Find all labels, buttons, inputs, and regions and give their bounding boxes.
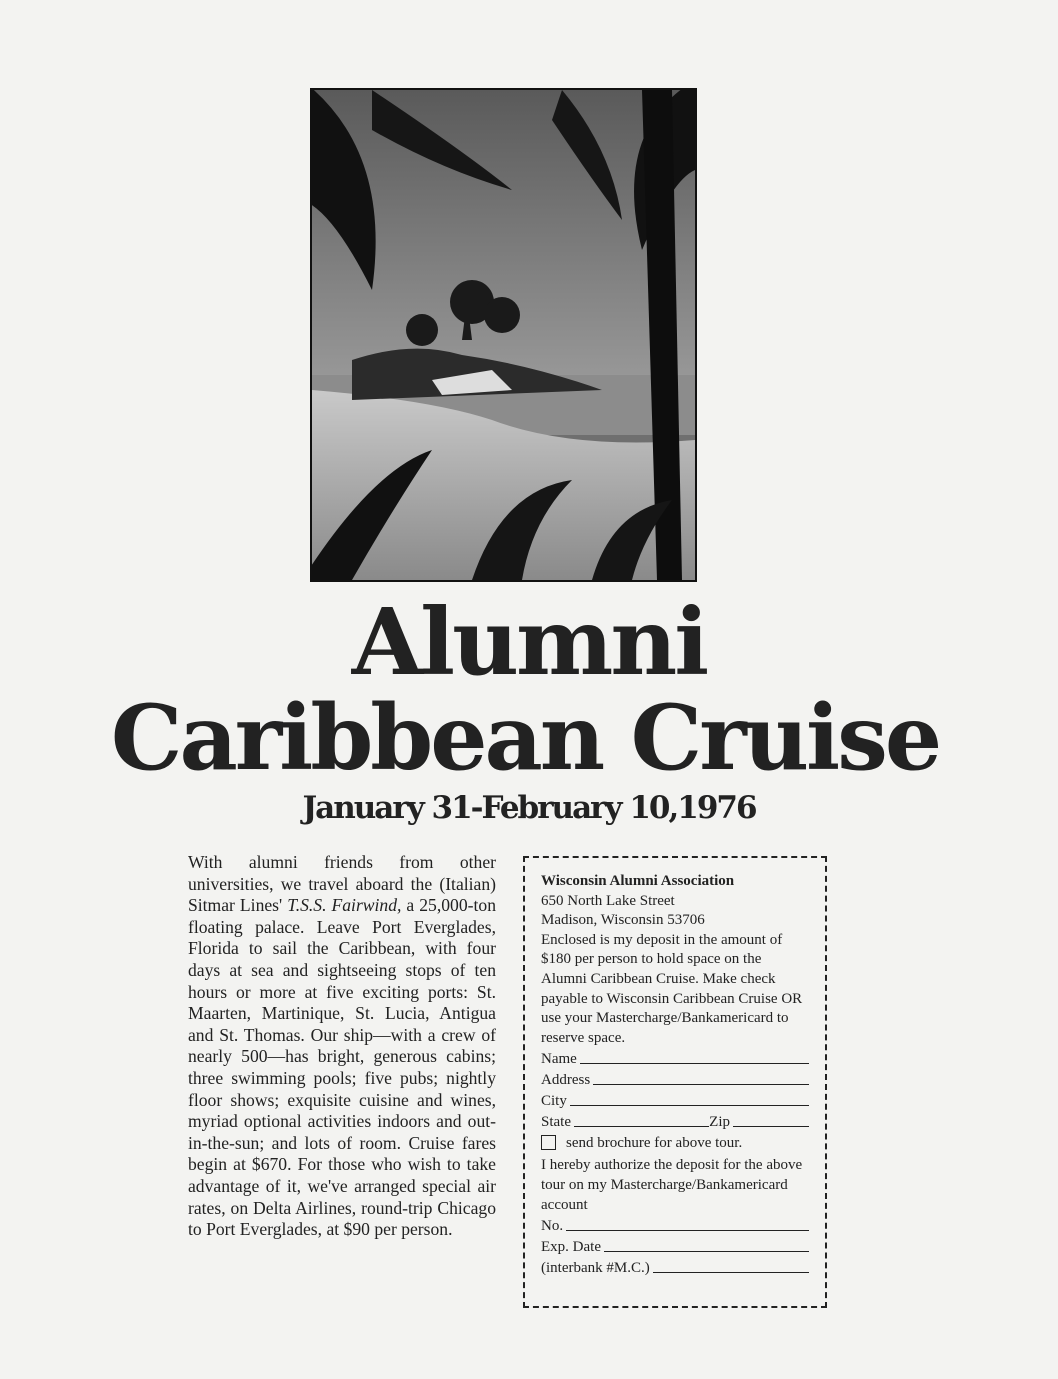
beach-palm-image [312,90,695,580]
headline-alumni: Alumni [351,588,707,696]
state-label: State [541,1113,571,1130]
body-copy [188,852,496,1241]
brochure-option[interactable] [541,1134,809,1156]
zip-line[interactable] [733,1126,809,1127]
address-field[interactable] [541,1069,809,1090]
interbank-label: (interbank #M.C.) [541,1259,650,1276]
city-field[interactable] [541,1090,809,1111]
interbank-field[interactable] [541,1257,809,1278]
coupon-city-line: Madison, Wisconsin 53706 [541,912,705,929]
name-field[interactable] [541,1048,809,1069]
ship-name: T.S.S. Fairwind, [287,895,402,916]
state-line[interactable] [574,1126,709,1127]
headline-caribbean-cruise: Caribbean Cruise [110,685,940,791]
brochure-checkbox[interactable] [541,1135,556,1150]
exp-date-field[interactable] [541,1236,809,1257]
cruise-dates: January 31-February 10,1976 [302,790,756,826]
brochure-label: send brochure for above tour. [566,1135,743,1152]
zip-label: Zip [709,1113,730,1130]
city-label: City [541,1092,567,1109]
coupon-org: Wisconsin Alumni Association [541,873,735,889]
reservation-coupon [523,856,827,1308]
coupon-street: 650 North Lake Street [541,892,675,909]
name-label: Name [541,1050,577,1067]
address-label: Address [541,1071,591,1088]
account-number-field[interactable] [541,1215,809,1236]
body-part2: a 25,000-ton floating palace. Leave Port Everglades, Florida to sail the Caribbean, with four days at sea and sightseeing stops of ten hours or more at five exciting ports: St. Maarten, Martinique, St. Lucia, Antigua and St. Thomas. Our ship—with a crew of nearly 500—has bright, generous cabins; three swimming pools; five pubs; nightly floor shows; exquisite cuisine and wines, myriad optional activities indoors and out-in-the-sun; and lots of room. Cruise fares begin at $670. For those who wish to take advantage of it, we've arranged special air rates, on Delta Airlines, round-trip Chicago to Port Everglades, at $90 per person. [188,895,496,1240]
coupon-instructions: Enclosed is my deposit in the amount of $180 per person to hold space on the Alumni Caribbean Cruise. Make check payable to Wisconsin Caribbean Cruise OR use your Mastercharge/Bankamericard to reserve space. [541,931,803,1046]
state-zip-field[interactable] [541,1111,809,1132]
authorize-text: I hereby authorize the deposit for the above tour on my Mastercharge/Bankamericard account [541,1157,803,1213]
no-label: No. [541,1217,564,1234]
body-part1: With alumni friends from other universities, we travel aboard the (Italian) Sitmar Lines' [188,852,496,916]
beach-photo [310,88,697,582]
exp-label: Exp. Date [541,1238,601,1255]
